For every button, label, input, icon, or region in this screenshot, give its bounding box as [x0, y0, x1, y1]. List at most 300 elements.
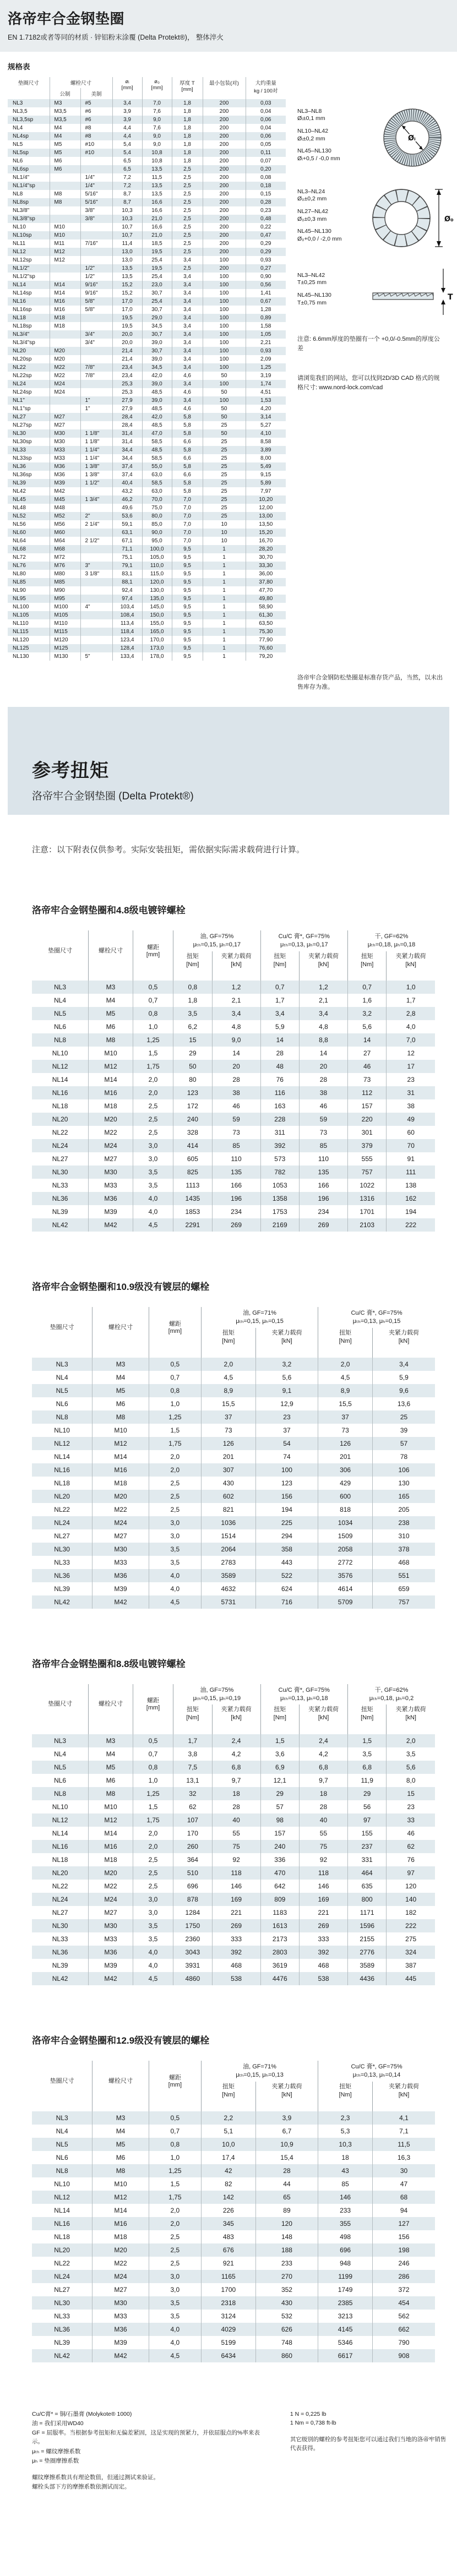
cell: NL5: [56, 1386, 68, 1395]
cell: 16,3: [373, 2151, 436, 2164]
cell: 800: [347, 1893, 386, 1906]
cell: 103,4: [112, 603, 142, 611]
col-pitch: 螺距 [mm]: [133, 930, 173, 981]
table-row: [8, 471, 286, 479]
page-header: [0, 0, 457, 52]
cell: [50, 273, 80, 281]
cell: 4436: [347, 1972, 386, 1985]
cell: NL10: [54, 2180, 70, 2188]
cell: NL12: [52, 1816, 68, 1825]
cell: M5: [93, 2138, 149, 2151]
cell: 2064: [201, 1543, 255, 1556]
cell: M24: [89, 1893, 133, 1906]
cell: 15: [173, 1033, 212, 1047]
cell: 0,08: [246, 173, 286, 182]
cell: 5709: [318, 1595, 373, 1609]
cell: 1,5: [260, 1734, 299, 1747]
cell: NL42: [13, 488, 26, 494]
cell: 0,29: [246, 248, 286, 256]
cell: 196: [212, 1192, 260, 1205]
cell: NL16: [54, 2219, 70, 2228]
cell: 532: [255, 2310, 318, 2323]
cell: 48,5: [142, 405, 172, 413]
cell: 0,28: [246, 198, 286, 206]
cell: 49,6: [112, 504, 142, 512]
cell: 58,5: [142, 438, 172, 446]
cell: #10: [80, 149, 112, 157]
table-row: [8, 330, 286, 339]
cell: 0,06: [246, 132, 286, 140]
cell: 3,5: [133, 1179, 173, 1192]
cell: 38: [387, 1099, 435, 1113]
cell: 0,04: [246, 107, 286, 116]
torque-table-4-8: [32, 930, 435, 1232]
cell: 100: [203, 322, 246, 330]
cell: 3,89: [246, 446, 286, 454]
cell: 7,0: [172, 495, 203, 504]
cell: M36: [89, 1192, 133, 1205]
cell: NL36: [52, 1948, 68, 1957]
cell: 2,5: [172, 165, 203, 173]
cell: 23: [387, 1073, 435, 1086]
col-pitch: 螺距 [mm]: [133, 1684, 173, 1734]
cell: 0,06: [246, 116, 286, 124]
cell: 100: [203, 273, 246, 281]
cell: [80, 529, 112, 537]
cell: 135: [299, 1166, 347, 1179]
cell: 43,2: [112, 487, 142, 495]
cell: 200: [203, 206, 246, 215]
table-row: [32, 1543, 435, 1556]
cell: 9,5: [172, 619, 203, 628]
table-row: [32, 1463, 435, 1477]
cell: 2173: [260, 1932, 299, 1946]
cell: 0,67: [246, 297, 286, 306]
torque-table-12-9: [32, 2061, 435, 2362]
cell: 3,8: [173, 1747, 212, 1761]
cell: 605: [173, 1152, 212, 1166]
cell: NL8: [13, 191, 23, 197]
cell: 3,5: [347, 1747, 386, 1761]
table-row: [32, 1397, 435, 1410]
table-row: [32, 1761, 435, 1774]
cell: #6: [80, 116, 112, 124]
cell: 2,09: [246, 355, 286, 363]
table-row: [8, 520, 286, 529]
cell: M20: [50, 347, 80, 355]
cell: 18: [299, 1787, 347, 1800]
cell: 200: [203, 248, 246, 256]
cell: 16,70: [246, 537, 286, 545]
col-torque: 扭矩 [Nm]: [173, 1704, 212, 1734]
cell: [50, 206, 80, 215]
cell: 3,9: [112, 116, 142, 124]
cell: 2": [80, 512, 112, 520]
col-min-pack: 最小包装(对): [203, 77, 246, 99]
cell: 10,7: [112, 231, 142, 239]
tolerance-item: NL3–NL42 T±0,25 mm: [297, 271, 327, 286]
cell: 12,1: [260, 1774, 299, 1787]
cell: 14: [299, 1047, 347, 1060]
cell: NL27: [13, 414, 26, 420]
cell: NL1/2"sp: [13, 274, 35, 280]
cell: 146: [212, 1880, 260, 1893]
cell: NL18sp: [13, 323, 32, 329]
cell: 30,7: [142, 347, 172, 355]
cell: 246: [373, 2257, 436, 2270]
cell: [80, 223, 112, 231]
cell: NL4sp: [13, 133, 29, 139]
cell: 28: [299, 1073, 347, 1086]
cell: NL6sp: [13, 166, 29, 172]
cell: 55: [212, 1827, 260, 1840]
cell: 2,2: [201, 2111, 255, 2125]
cell: 392: [212, 1946, 260, 1959]
cad-note: 请浏览我们的网站，您可以找到2D/3D CAD 格式的规格尺寸: www.nord-lock.com/cad: [297, 375, 440, 391]
cell: 20,0: [112, 330, 142, 339]
table-row: [8, 553, 286, 562]
cell: M30: [93, 1543, 149, 1556]
cell: 5,9: [260, 1020, 299, 1033]
table-row: [32, 1410, 435, 1424]
stock-note: 洛帝牢合金钢防松垫圈是标准存货产品，当然，以未出售库存为准。: [297, 674, 443, 691]
cell: 1: [203, 553, 246, 562]
cell: 25: [203, 495, 246, 504]
cell: 1": [80, 405, 112, 413]
cell: 200: [203, 157, 246, 165]
cell: 0,93: [246, 256, 286, 264]
cell: 358: [255, 1543, 318, 1556]
cell: 7,0: [172, 529, 203, 537]
col-clamp-load: 夹紧力载荷 [kN]: [373, 1328, 436, 1358]
cell: NL8: [54, 1790, 67, 1798]
cell: M24: [50, 380, 80, 388]
cell: 8,9: [201, 1384, 255, 1397]
cell: NL12sp: [13, 257, 32, 263]
cell: 1,75: [149, 2191, 201, 2204]
cell: 58,90: [246, 603, 286, 611]
cell: 225: [255, 1516, 318, 1529]
cell: [80, 256, 112, 264]
cell: 8,0: [387, 1774, 435, 1787]
cell: 7,5: [173, 1761, 212, 1774]
col-bolt-size: 螺栓尺寸: [50, 77, 112, 88]
cell: 91: [387, 1152, 435, 1166]
cell: 7/16": [80, 239, 112, 248]
table-row: [8, 479, 286, 487]
cell: 4,4: [112, 132, 142, 140]
cell: NL6: [13, 158, 23, 164]
cell: 2772: [318, 1556, 373, 1569]
cell: 483: [201, 2230, 255, 2243]
cell: 71,1: [112, 545, 142, 553]
cell: 13,1: [173, 1774, 212, 1787]
cell: 130: [373, 1477, 436, 1490]
table-row: [32, 2243, 435, 2257]
cell: NL3: [56, 1360, 68, 1368]
cell: 3,4: [172, 380, 203, 388]
cell: 198: [373, 2243, 436, 2257]
table-row: [32, 1205, 435, 1218]
cell: 1: [203, 586, 246, 595]
cell: 3,4: [172, 273, 203, 281]
cell: 659: [373, 1582, 436, 1595]
cell: 1,8: [172, 99, 203, 107]
cell: 6,7: [255, 2125, 318, 2138]
cell: NL5: [54, 1763, 67, 1772]
table-row: [8, 248, 286, 256]
cell: 4,8: [212, 1020, 260, 1033]
cell: 4,6: [172, 372, 203, 380]
cell: 57: [373, 1437, 436, 1450]
cell: 49,80: [246, 595, 286, 603]
cell: 28,20: [246, 545, 286, 553]
cell: NL90: [13, 587, 26, 593]
cell: [80, 413, 112, 421]
cell: #8: [80, 132, 112, 140]
cell: 233: [318, 2204, 373, 2217]
cell: 11,5: [373, 2138, 436, 2151]
cell: 20: [212, 1060, 260, 1073]
table-row: [8, 322, 286, 330]
cell: NL14: [13, 282, 26, 288]
spec-table-heading: 规格表: [8, 63, 30, 71]
washer-front-view-diagram: [368, 105, 457, 171]
cell: 443: [255, 1556, 318, 1569]
table-row: [32, 1358, 435, 1371]
col-bolt-size: 螺栓尺寸: [93, 2061, 149, 2111]
cell: M12: [93, 1437, 149, 1450]
cell: 0,03: [246, 99, 286, 107]
cell: NL5: [56, 2140, 68, 2148]
cell: 18: [318, 2151, 373, 2164]
table-row: [32, 1932, 435, 1946]
cell: 34,4: [112, 446, 142, 454]
cell: 1,25: [133, 1787, 173, 1800]
cell: 67,1: [112, 537, 142, 545]
cell: 1: [203, 595, 246, 603]
cell: 15,5: [201, 1397, 255, 1410]
cell: M6: [89, 1774, 133, 1787]
cell: 1,8: [172, 107, 203, 116]
cell: 30,7: [142, 289, 172, 297]
cell: 0,23: [246, 206, 286, 215]
cell: M4: [89, 994, 133, 1007]
cell: 2,5: [172, 198, 203, 206]
cell: 782: [260, 1166, 299, 1179]
cell: 166: [299, 1179, 347, 1192]
cell: M3: [50, 99, 80, 107]
cell: M24: [93, 1516, 149, 1529]
cell: 1,75: [133, 1813, 173, 1827]
cell: 13,0: [112, 256, 142, 264]
cell: NL18: [13, 315, 26, 321]
cell: 10,0: [201, 2138, 255, 2151]
table-row: [8, 215, 286, 223]
torque-table-10-9-section: [32, 1279, 435, 1608]
cell: 757: [347, 1166, 386, 1179]
cell: 328: [173, 1126, 212, 1139]
cell: 19,5: [112, 314, 142, 322]
table-row: [8, 198, 286, 206]
cell: M27: [50, 413, 80, 421]
cell: 454: [373, 2296, 436, 2310]
cell: 140: [387, 1893, 435, 1906]
cell: 13,5: [142, 182, 172, 190]
cell: 1,5: [149, 1424, 201, 1437]
cell: NL110: [13, 620, 29, 627]
col-outer-diameter: ø₀ [mm]: [142, 77, 172, 99]
spec-table-body: [8, 99, 286, 661]
cell: 47,70: [246, 586, 286, 595]
cell: NL42: [54, 2351, 70, 2360]
cell: M16: [50, 306, 80, 314]
cell: 10,3: [112, 215, 142, 223]
cell: 40: [212, 1813, 260, 1827]
cell: NL4: [54, 996, 67, 1005]
cell: 25: [203, 471, 246, 479]
cell: 3,4: [172, 339, 203, 347]
cell: 4632: [201, 1582, 255, 1595]
spec-section: [0, 77, 457, 693]
cell: 40,4: [112, 479, 142, 487]
tolerance-item: NL45–NL130 Ø₀+0,0 / -2,0 mm: [297, 228, 342, 242]
cell: 25: [203, 421, 246, 429]
cell: 75,30: [246, 628, 286, 636]
tolerance-item: NL3–NL24 Ø₀±0,2 mm: [297, 188, 327, 203]
cell: 28: [299, 1800, 347, 1813]
cell: 133,4: [112, 652, 142, 661]
table-row: [8, 421, 286, 429]
cell: 46: [387, 1827, 435, 1840]
cell: NL16: [54, 1466, 70, 1474]
cell: 1,25: [149, 1410, 201, 1424]
cell: NL36sp: [13, 472, 32, 478]
table-row: [32, 2310, 435, 2323]
cell: 270: [255, 2270, 318, 2283]
cell: 562: [373, 2310, 436, 2323]
cell: [50, 339, 80, 347]
cell: 110,0: [142, 562, 172, 570]
cell: 387: [387, 1959, 435, 1972]
cell: M22: [89, 1880, 133, 1893]
cell: 2,5: [172, 215, 203, 223]
cell: 1,74: [246, 380, 286, 388]
cell: M22: [50, 372, 80, 380]
cell: 2,0: [149, 1450, 201, 1463]
cell: 1,7: [173, 1734, 212, 1747]
cell: 2,5: [149, 1477, 201, 1490]
cell: 5,27: [246, 421, 286, 429]
cell: 3,0: [149, 1516, 201, 1529]
cell: 8,8: [299, 1033, 347, 1047]
svg-text:Ø₀: Ø₀: [444, 215, 454, 224]
col-clamp-load: 夹紧力载荷 [kN]: [373, 2082, 436, 2111]
cell: 50: [203, 372, 246, 380]
cell: 0,07: [246, 157, 286, 165]
cell: 0,8: [149, 1384, 201, 1397]
cell: 3,5: [387, 1747, 435, 1761]
cell: 6,8: [299, 1761, 347, 1774]
cell: 200: [203, 140, 246, 149]
cell: 30,7: [142, 330, 172, 339]
cell: 1284: [173, 1906, 212, 1919]
cell: 5/8": [80, 297, 112, 306]
cell: 5,49: [246, 462, 286, 471]
cell: 89: [255, 2204, 318, 2217]
tolerance-panel: [297, 77, 457, 693]
cell: 19,5: [142, 264, 172, 273]
torque-section-title: 参考扭矩: [32, 760, 109, 781]
cell: 4,8: [299, 1020, 347, 1033]
cell: M33: [50, 454, 80, 462]
table-row: [32, 1113, 435, 1126]
cell: NL115: [13, 629, 29, 635]
cell: NL5: [13, 141, 23, 148]
cell: 68: [373, 2191, 436, 2204]
cell: 7,97: [246, 487, 286, 495]
cell: 46: [347, 1060, 386, 1073]
cell: 29,0: [142, 314, 172, 322]
cell: NL6: [54, 1777, 67, 1785]
cell: M4: [93, 2125, 149, 2138]
cell: 5,89: [246, 479, 286, 487]
torque-table-body: [32, 1358, 435, 1609]
cell: NL20sp: [13, 356, 32, 362]
cell: 0,8: [149, 2138, 201, 2151]
cell: M20: [93, 2243, 149, 2257]
table-row: [8, 314, 286, 322]
cell: 5,9: [373, 1371, 436, 1384]
footnote-line: GF = 屈服率。当根据参考扭矩和无偏差紧固，这是实现的预紧力，并依屈服点的%率来表示。: [32, 2430, 260, 2446]
cell: 860: [255, 2349, 318, 2362]
cell: 94: [373, 2204, 436, 2217]
cell: 3,4: [172, 281, 203, 289]
cell: M24: [89, 1139, 133, 1152]
cell: 3,2: [347, 1007, 386, 1020]
cell: 15,2: [112, 289, 142, 297]
cell: 1,05: [246, 330, 286, 339]
table-row: [32, 1529, 435, 1543]
table-row: [32, 2230, 435, 2243]
cell: 29: [347, 1787, 386, 1800]
cell: 1853: [173, 1205, 212, 1218]
condition-group-header: Cu/C 膏*, GF=75% μₜₕ=0,13, μₕ=0,15: [318, 1307, 435, 1328]
table-row: [32, 1946, 435, 1959]
cell: 4,0: [149, 1569, 201, 1582]
cell: 1,8: [172, 157, 203, 165]
cell: 2,5: [149, 1503, 201, 1516]
cell: 9,0: [142, 116, 172, 124]
cell: M39: [89, 1959, 133, 1972]
cell: 573: [260, 1152, 299, 1166]
cell: NL56: [13, 521, 26, 527]
table-row: [8, 116, 286, 124]
cell: 3,9: [112, 107, 142, 116]
cell: 2169: [260, 1218, 299, 1232]
table-row: [8, 140, 286, 149]
cell: 1036: [201, 1516, 255, 1529]
cell: M42: [89, 1218, 133, 1232]
cell: 50: [203, 413, 246, 421]
cell: 55,0: [142, 462, 172, 471]
cell: 0,47: [246, 231, 286, 239]
cell: 3": [80, 562, 112, 570]
cell: M72: [50, 553, 80, 562]
cell: 5": [80, 652, 112, 661]
cell: 7,0: [172, 504, 203, 512]
cell: 9,7: [212, 1774, 260, 1787]
